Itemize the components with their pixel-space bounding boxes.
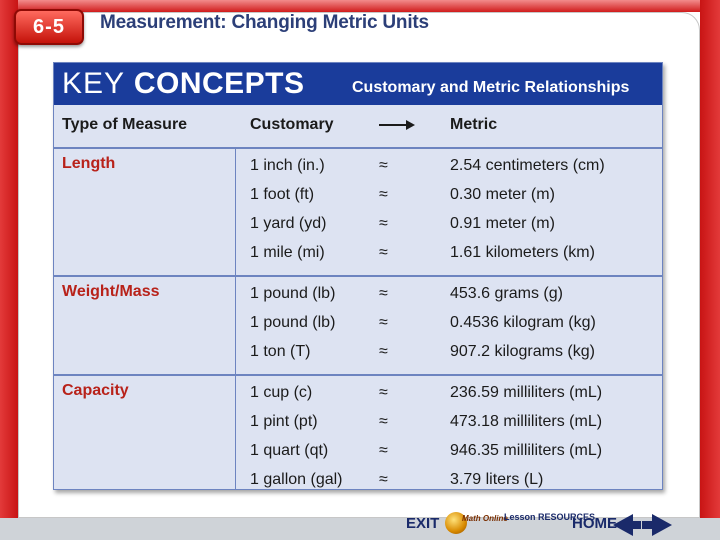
customary-cell: 1 quart (qt) (250, 442, 329, 459)
category-label: Capacity (62, 382, 129, 399)
metric-cell: 0.91 meter (m) (450, 215, 555, 232)
metric-cell: 3.79 liters (L) (450, 471, 544, 488)
measure-group (54, 277, 662, 376)
approx-symbol: ≈ (379, 157, 388, 174)
key-concepts-title (62, 67, 305, 101)
home-button[interactable]: HOME (572, 515, 617, 532)
approx-symbol: ≈ (379, 186, 388, 203)
approx-symbol: ≈ (379, 314, 388, 331)
metric-cell: 0.30 meter (m) (450, 186, 555, 203)
customary-cell: 1 foot (ft) (250, 186, 315, 203)
page-title: Measurement: Changing Metric Units (100, 12, 429, 33)
approx-symbol: ≈ (379, 471, 388, 488)
metric-cell: 473.18 milliliters (mL) (450, 413, 603, 430)
arrow-left-icon[interactable] (613, 514, 633, 536)
metric-cell: 0.4536 kilogram (kg) (450, 314, 596, 331)
measure-group (54, 376, 662, 502)
header-metric: Metric (450, 116, 498, 133)
header-customary: Customary (250, 116, 334, 133)
panel-subtitle: Customary and Metric Relationships (352, 79, 630, 96)
metric-cell: 1.61 kilometers (km) (450, 244, 595, 261)
arrow-right-icon (379, 124, 409, 126)
metric-cell: 2.54 centimeters (cm) (450, 157, 605, 174)
customary-cell: 1 pound (lb) (250, 314, 336, 331)
approx-symbol: ≈ (379, 413, 388, 430)
customary-cell: 1 pound (lb) (250, 285, 336, 302)
approx-symbol: ≈ (379, 384, 388, 401)
approx-symbol: ≈ (379, 215, 388, 232)
customary-cell: 1 cup (c) (250, 384, 313, 401)
arrow-right-icon[interactable] (652, 514, 672, 536)
category-label: Weight/Mass (62, 283, 160, 300)
table-row (54, 281, 662, 310)
header-type-of-measure: Type of Measure (62, 116, 188, 133)
category-label: Length (62, 155, 116, 172)
metric-cell: 946.35 milliliters (mL) (450, 442, 603, 459)
frame-top (0, 0, 720, 12)
table-row (54, 438, 662, 467)
lesson-resources-button[interactable]: Lesson RESOURCES (504, 512, 596, 522)
customary-cell: 1 pint (pt) (250, 413, 318, 430)
customary-cell: 1 gallon (gal) (250, 471, 343, 488)
metric-cell: 236.59 milliliters (mL) (450, 384, 603, 401)
table-row (54, 467, 662, 496)
table-row (54, 153, 662, 182)
key-concepts-panel (53, 62, 663, 490)
table-row (54, 240, 662, 269)
frame-right (700, 0, 720, 540)
key-concepts-prefix: KEY (62, 67, 134, 100)
customary-cell: 1 mile (mi) (250, 244, 325, 261)
relationships-table (54, 105, 662, 489)
customary-cell: 1 ton (T) (250, 343, 311, 360)
table-header-row (54, 105, 662, 149)
metric-cell: 907.2 kilograms (kg) (450, 343, 595, 360)
table-row (54, 310, 662, 339)
approx-symbol: ≈ (379, 442, 388, 459)
metric-cell: 453.6 grams (g) (450, 285, 563, 302)
table-row (54, 380, 662, 409)
customary-cell: 1 yard (yd) (250, 215, 327, 232)
bottom-navigation (400, 510, 700, 538)
approx-symbol: ≈ (379, 244, 388, 261)
customary-cell: 1 inch (in.) (250, 157, 325, 174)
math-online-button[interactable]: Math Online (462, 514, 508, 523)
exit-button[interactable]: EXIT (406, 515, 440, 532)
table-row (54, 182, 662, 211)
approx-symbol: ≈ (379, 343, 388, 360)
lesson-number-tab: 6-5 (14, 9, 84, 45)
frame-left (0, 0, 18, 540)
approx-symbol: ≈ (379, 285, 388, 302)
table-row (54, 409, 662, 438)
table-row (54, 339, 662, 368)
measure-group (54, 149, 662, 277)
table-row (54, 211, 662, 240)
panel-header (54, 63, 662, 105)
key-concepts-bold: CONCEPTS (133, 67, 305, 100)
